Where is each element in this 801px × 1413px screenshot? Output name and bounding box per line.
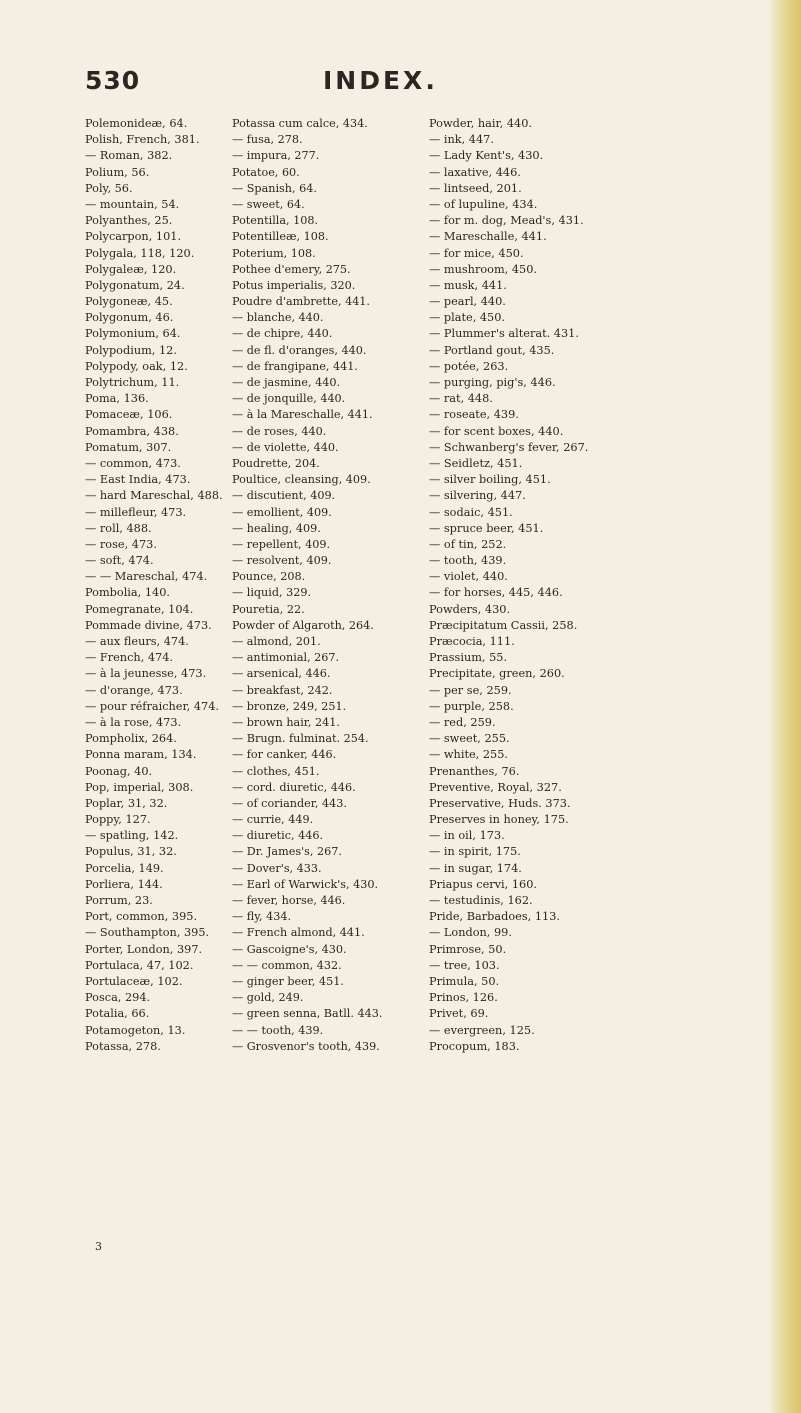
- index-entry: — plate, 450.: [429, 311, 506, 325]
- index-entry: Polyanthes, 25.: [85, 214, 173, 228]
- index-entry: Polium, 56.: [85, 165, 150, 179]
- index-entry: — per se, 259.: [429, 683, 512, 697]
- index-entry: — spatling, 142.: [85, 829, 179, 843]
- index-entry: — Mareschalle, 441.: [429, 230, 547, 244]
- index-entry: Poma, 136.: [85, 392, 149, 406]
- index-entry: Pomegranate, 104.: [85, 602, 194, 616]
- index-entry: — lintseed, 201.: [429, 181, 522, 195]
- index-entry: — roseate, 439.: [429, 408, 519, 422]
- index-entry: Port, common, 395.: [85, 910, 198, 924]
- index-entry: — Roman, 382.: [85, 149, 173, 163]
- index-entry: — of coriander, 443.: [232, 796, 347, 810]
- index-entry: — musk, 441.: [429, 278, 507, 292]
- index-entry: Primrose, 50.: [429, 942, 507, 956]
- index-entry: — almond, 201.: [232, 635, 321, 648]
- index-entry: Primula, 50.: [429, 974, 500, 988]
- index-entry: — East India, 473.: [85, 473, 191, 487]
- index-entry: Pompholix, 264.: [85, 732, 177, 746]
- index-entry: — ginger beer, 451.: [232, 974, 344, 988]
- index-entry: — currie, 449.: [232, 813, 314, 827]
- index-entry: — bronze, 249, 251.: [232, 699, 347, 713]
- index-entry: — pour réfraicher, 474.: [85, 699, 219, 713]
- index-entry: — green senna, Batll. 443.: [232, 1007, 383, 1021]
- index-entry: Pounce, 208.: [232, 570, 306, 584]
- index-entry: — ink, 447.: [429, 133, 494, 147]
- index-entry: Potentilla, 108.: [232, 214, 319, 228]
- index-entry: — London, 99.: [429, 926, 512, 940]
- index-entry: Precipitate, green, 260.: [429, 667, 565, 681]
- index-entry: Prassium, 55.: [429, 651, 508, 665]
- index-entry: Poultice, cleansing, 409.: [232, 473, 371, 487]
- index-entry: Potalia, 66.: [85, 1007, 150, 1021]
- index-entry: — in sugar, 174.: [429, 861, 522, 875]
- index-entry: — French almond, 441.: [232, 926, 365, 940]
- index-entry: — emollient, 409.: [232, 505, 332, 519]
- index-entry: Populus, 31, 32.: [85, 845, 177, 859]
- index-entry: — de fl. d'oranges, 440.: [232, 343, 367, 357]
- index-entry: — d'orange, 473.: [85, 683, 183, 697]
- index-entry: — antimonial, 267.: [232, 651, 340, 665]
- index-entry: — à la rose, 473.: [85, 715, 182, 729]
- index-entry: Posca, 294.: [85, 991, 151, 1005]
- index-entry: — mushroom, 450.: [429, 262, 537, 276]
- index-entry: Potamogeton, 13.: [85, 1023, 186, 1037]
- index-entry: Poudre d'ambrette, 441.: [232, 295, 370, 309]
- index-entry: — for horses, 445, 446.: [429, 586, 563, 600]
- index-entry: Prinos, 126.: [429, 991, 498, 1005]
- page-header: [0, 66, 770, 106]
- index-entry: Polygala, 118, 120.: [85, 246, 195, 260]
- index-entry: Præcocia, 111.: [429, 635, 515, 648]
- index-entry: — Dover's, 433.: [232, 861, 322, 875]
- index-entry: — laxative, 446.: [429, 165, 521, 179]
- index-entry: — Lady Kent's, 430.: [429, 149, 544, 163]
- index-entry: — tooth, 439.: [429, 554, 507, 568]
- index-entry: — sodaic, 451.: [429, 505, 513, 519]
- index-entry: Polygoneæ, 45.: [85, 295, 173, 309]
- index-entry: — soft, 474.: [85, 554, 154, 568]
- index-entry: — pearl, 440.: [429, 295, 506, 309]
- index-entry: — de chipre, 440.: [232, 327, 333, 341]
- index-entry: Polypodium, 12.: [85, 343, 177, 357]
- index-entry: — repellent, 409.: [232, 537, 330, 551]
- index-entry: — rose, 473.: [85, 537, 157, 551]
- index-entry: Polycarpon, 101.: [85, 230, 182, 244]
- index-entry: — — common, 432.: [232, 958, 342, 972]
- index-entry: — millefleur, 473.: [85, 505, 187, 519]
- index-entry: Poly, 56.: [85, 181, 133, 195]
- index-entry: — Portland gout, 435.: [429, 343, 555, 357]
- index-entry: Porrum, 23.: [85, 894, 153, 907]
- index-entry: Privet, 69.: [429, 1007, 489, 1021]
- page-number: 530: [85, 66, 141, 95]
- index-entry: — arsenical, 446.: [232, 667, 331, 681]
- index-entry: Preserves in honey, 175.: [429, 813, 569, 827]
- running-head: INDEX.: [323, 66, 438, 95]
- index-entry: — tree, 103.: [429, 958, 500, 972]
- index-entry: — — tooth, 439.: [232, 1023, 324, 1037]
- index-entry: Pop, imperial, 308.: [85, 780, 194, 794]
- index-entry: — de violette, 440.: [232, 440, 339, 454]
- index-entry: — Schwanberg's fever, 267.: [429, 440, 589, 454]
- index-entry: Polish, French, 381.: [85, 133, 200, 147]
- index-entry: Porter, London, 397.: [85, 942, 203, 956]
- index-entry: — brown hair, 241.: [232, 715, 340, 729]
- index-entry: — purging, pig's, 446.: [429, 376, 556, 389]
- index-entry: — blanche, 440.: [232, 311, 324, 325]
- index-entry: Pommade divine, 473.: [85, 618, 212, 632]
- index-entry: Preservative, Huds. 373.: [429, 796, 571, 810]
- index-entry: Pomambra, 438.: [85, 424, 179, 438]
- index-entry: — Brugn. fulminat. 254.: [232, 732, 369, 746]
- index-entry: Potatoe, 60.: [232, 165, 300, 179]
- index-entry: — of lupuline, 434.: [429, 197, 538, 211]
- index-entry: — red, 259.: [429, 715, 496, 729]
- index-entry: Præcipitatum Cassii, 258.: [429, 618, 578, 632]
- index-entry: — à la Mareschalle, 441.: [232, 408, 373, 422]
- index-entry: Polymonium, 64.: [85, 327, 181, 341]
- index-entry: Powder, hair, 440.: [429, 117, 532, 130]
- index-entry: Poonag, 40.: [85, 764, 153, 778]
- signature-mark: 3: [95, 1240, 102, 1253]
- index-entry: — spruce beer, 451.: [429, 521, 544, 535]
- index-entry: — Grosvenor's tooth, 439.: [232, 1039, 380, 1053]
- index-entry: — Gascoigne's, 430.: [232, 942, 347, 956]
- index-entry: Potentilleæ, 108.: [232, 230, 329, 244]
- index-entry: Polygonum, 46.: [85, 311, 174, 325]
- index-entry: Potassa, 278.: [85, 1039, 161, 1053]
- index-entry: — healing, 409.: [232, 521, 321, 535]
- index-entry: Polemonideæ, 64.: [85, 117, 188, 130]
- index-entry: — fever, horse, 446.: [232, 894, 346, 907]
- index-entry: — for scent boxes, 440.: [429, 424, 564, 438]
- index-entry: — potée, 263.: [429, 359, 509, 373]
- index-entry: — in oil, 173.: [429, 829, 505, 843]
- index-entry: Poterium, 108.: [232, 246, 316, 260]
- index-entry: — sweet, 64.: [232, 197, 305, 211]
- page-edge: [771, 0, 801, 1413]
- index-entry: — rat, 448.: [429, 392, 493, 406]
- index-column-3: [429, 116, 774, 1055]
- index-entry: — Seidletz, 451.: [429, 456, 523, 470]
- index-entry: Polygaleæ, 120.: [85, 262, 177, 276]
- index-entry: — purple, 258.: [429, 699, 514, 713]
- index-entry: Prenanthes, 76.: [429, 764, 520, 778]
- index-entry: Poudrette, 204.: [232, 456, 320, 470]
- index-entry: — testudinis, 162.: [429, 894, 533, 907]
- index-entry: Powders, 430.: [429, 602, 511, 616]
- index-entry: Polygonatum, 24.: [85, 278, 185, 292]
- index-entry: — discutient, 409.: [232, 489, 336, 503]
- index-entry: — for canker, 446.: [232, 748, 337, 762]
- index-entry: — roll, 488.: [85, 521, 152, 535]
- index-entry: Potus imperialis, 320.: [232, 278, 356, 292]
- index-entry: Porcelia, 149.: [85, 861, 164, 875]
- index-entry: Poplar, 31, 32.: [85, 796, 168, 810]
- index-entry: Porliera, 144.: [85, 877, 163, 891]
- index-entry: — fly, 434.: [232, 910, 292, 924]
- index-entry: Portulaceæ, 102.: [85, 974, 183, 988]
- index-entry: — evergreen, 125.: [429, 1023, 535, 1037]
- index-entry: — common, 473.: [85, 456, 181, 470]
- index-entry: — hard Mareschal, 488.: [85, 489, 223, 503]
- index-entry: — resolvent, 409.: [232, 554, 332, 568]
- index-entry: — clothes, 451.: [232, 764, 320, 778]
- index-entry: — violet, 440.: [429, 570, 508, 584]
- index-entry: — liquid, 329.: [232, 586, 312, 600]
- index-entry: Pothee d'emery, 275.: [232, 262, 351, 276]
- index-entry: — de frangipane, 441.: [232, 359, 358, 373]
- index-entry: — white, 255.: [429, 748, 509, 762]
- index-entry: Poppy, 127.: [85, 813, 151, 827]
- index-entry: Powder of Algaroth, 264.: [232, 618, 374, 632]
- index-entry: — à la jeunesse, 473.: [85, 667, 207, 681]
- index-entry: Ponna maram, 134.: [85, 748, 197, 762]
- index-entry: — de roses, 440.: [232, 424, 327, 438]
- index-entry: — de jonquille, 440.: [232, 392, 346, 406]
- index-entry: — of tin, 252.: [429, 537, 507, 551]
- index-entry: — for m. dog, Mead's, 431.: [429, 214, 584, 228]
- index-entry: Priapus cervi, 160.: [429, 877, 537, 891]
- index-entry: Preventive, Royal, 327.: [429, 780, 562, 794]
- index-entry: — silver boiling, 451.: [429, 473, 551, 487]
- index-entry: — for mice, 450.: [429, 246, 524, 260]
- index-entry: Pomatum, 307.: [85, 440, 172, 454]
- index-entry: — aux fleurs, 474.: [85, 635, 189, 648]
- index-entry: — diuretic, 446.: [232, 829, 324, 843]
- index-entry: — impura, 277.: [232, 149, 320, 163]
- index-entry: — breakfast, 242.: [232, 683, 333, 697]
- index-entry: Potassa cum calce, 434.: [232, 117, 368, 130]
- index-entry: — sweet, 255.: [429, 732, 510, 746]
- index-entry: — Southampton, 395.: [85, 926, 210, 940]
- index-entry: — Earl of Warwick's, 430.: [232, 877, 379, 891]
- index-entry: — Plummer's alterat. 431.: [429, 327, 579, 341]
- index-entry: — Spanish, 64.: [232, 181, 317, 195]
- index-entry: Portulaca, 47, 102.: [85, 958, 194, 972]
- index-entry: — mountain, 54.: [85, 197, 180, 211]
- index-entry: — de jasmine, 440.: [232, 376, 340, 389]
- index-entry: — gold, 249.: [232, 991, 304, 1005]
- index-entry: — fusa, 278.: [232, 133, 303, 147]
- index-entry: Polypody, oak, 12.: [85, 359, 188, 373]
- index-entry: Pomaceæ, 106.: [85, 408, 173, 422]
- index-entry: Polytrichum, 11.: [85, 376, 180, 389]
- index-entry: Pouretia, 22.: [232, 602, 305, 616]
- index-entry: Pombolia, 140.: [85, 586, 170, 600]
- index-entry: Procopum, 183.: [429, 1039, 520, 1053]
- index-entry: — Dr. James's, 267.: [232, 845, 342, 859]
- index-entry: — cord. diuretic, 446.: [232, 780, 356, 794]
- index-entry: — — Mareschal, 474.: [85, 570, 208, 584]
- index-entry: Pride, Barbadoes, 113.: [429, 910, 560, 924]
- index-entry: — French, 474.: [85, 651, 174, 665]
- index-entry: — silvering, 447.: [429, 489, 526, 503]
- index-entry: — in spirit, 175.: [429, 845, 521, 859]
